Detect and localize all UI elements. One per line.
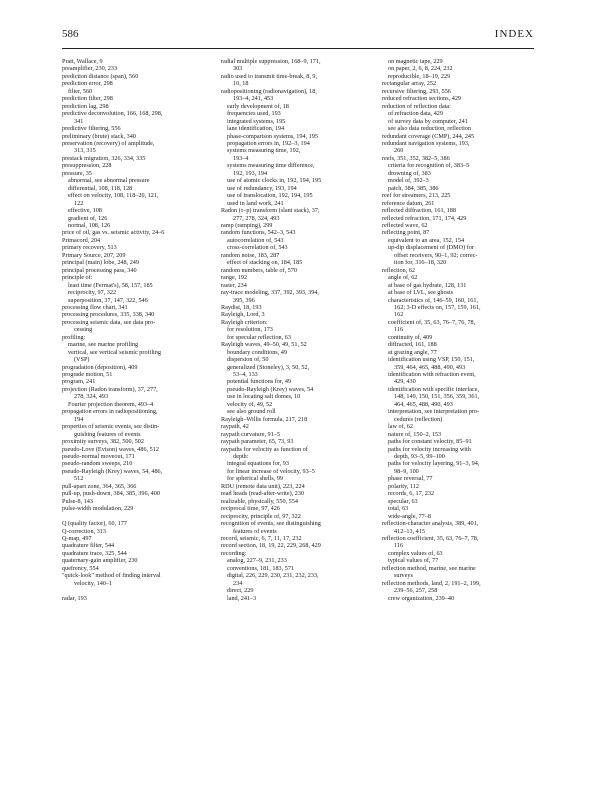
index-entry: prediction distance (span), 560 [62, 72, 139, 80]
index-entry: see also ground roll [227, 408, 276, 416]
index-entry: random numbers, table of, 570 [221, 266, 297, 274]
index-entry: 53–4, 133 [233, 371, 258, 379]
index-entry: 303 [233, 65, 243, 73]
index-entry: use in locating salt domes, 10 [227, 393, 301, 401]
index-entry: 192, 193, 194 [233, 169, 268, 177]
index-entry: 162 [394, 311, 404, 319]
index-entry: Rayleigh, Lord, 3 [221, 311, 265, 319]
index-entry: preamplifier, 230, 233 [62, 65, 118, 73]
index-entry: "quick-look" method of finding interval [62, 572, 161, 580]
index-entry: range, 192 [221, 274, 248, 282]
index-entry: marine, see marine profiling [68, 341, 139, 349]
index-entry: 116 [394, 326, 404, 334]
index-entry: paths for constant velocity, 85–91 [388, 438, 472, 446]
index-entry: pseudo-Love (Evison) waves, 486, 512 [62, 445, 159, 453]
index-entry: reflection-character analysis, 389, 401, [382, 520, 479, 528]
index-entry: integrated systems, 195 [227, 117, 286, 125]
index-entry: autocorrelation of, 543 [227, 236, 284, 244]
index-entry: Raydist, 18, 193 [221, 303, 262, 311]
index-entry: land, 241–3 [227, 594, 257, 602]
index-entry: of survey data by computer, 241 [388, 117, 468, 125]
index-entry: law of, 62 [388, 423, 413, 431]
index-entry: prestack migration, 326, 334, 335 [62, 154, 146, 162]
index-entry: 359, 464, 465, 488, 490, 493 [394, 363, 466, 371]
index-entry: paths for velocity increasing with [388, 445, 471, 453]
index-entry: criteria for recognition of, 383–5 [388, 162, 470, 170]
index-entry: lane identification, 194 [227, 125, 285, 133]
index-entry: propagation errors in, 192–3, 194 [227, 139, 310, 147]
index-entry: identification with refraction event, [388, 371, 476, 379]
index-entry: reproducible, 18–19, 229 [388, 72, 451, 80]
index-entry: analog, 227–9, 231, 233 [227, 557, 287, 565]
index-entry: 277, 278, 324, 493 [233, 214, 280, 222]
index-entry: effect on velocity, 108, 118–20, 121, [68, 192, 159, 200]
index-entry: 278, 324, 493 [74, 393, 109, 401]
index-entry: direct, 229 [227, 587, 254, 595]
index-entry: polarity, 112 [388, 482, 419, 490]
index-entry: cross-correlation of, 543 [227, 244, 288, 252]
index-entry: features of events [233, 527, 277, 535]
index-entry: 412–13, 415 [394, 527, 425, 535]
index-entry: effective, 108 [68, 207, 102, 215]
index-entry: 512 [74, 475, 84, 483]
index-entry: redundant coverage (CMP), 244, 245 [382, 132, 475, 140]
index-entry: Pratt, Wallace, 9 [62, 58, 103, 65]
index-entry: records, 6, 17, 232 [388, 490, 435, 498]
index-entry: 194 [74, 415, 84, 423]
index-entry: raypath curvature, 91–5 [221, 430, 280, 438]
index-entry: surveys [394, 572, 413, 580]
index-entry: ramp (ramping), 299 [221, 221, 273, 229]
index-entry: Primacord, 204 [62, 236, 101, 244]
index-entry: recursive filtering, 293, 556 [382, 87, 451, 95]
index-entry: 313, 315 [74, 147, 96, 155]
index-entry: 98–9, 100 [394, 467, 419, 475]
index-column-2 [221, 58, 373, 602]
index-entry: for resolution, 173 [227, 326, 273, 334]
running-head: INDEX [494, 28, 534, 40]
index-entry: Rayleigh criterion: [221, 318, 268, 326]
index-entry: Fourier projection theorem, 493–4 [68, 400, 154, 408]
index-entry: guishing features of events [74, 430, 141, 438]
index-entry: profiling: [62, 333, 86, 341]
index-entry: differential, 108, 118, 128 [68, 184, 133, 192]
index-entry: 148, 149, 150, 151, 356, 359, 361, [394, 393, 480, 401]
index-entry: projection (Radon transform), 37, 277, [62, 385, 158, 393]
index-entry: for spherical shells, 99 [227, 475, 284, 483]
index-entry: reference datum, 261 [382, 199, 435, 207]
index-entry: identification using VSP, 150, 151, [388, 356, 475, 364]
index-entry: abnormal, see abnormal pressure [68, 177, 150, 185]
index-entry: recognition of events, see distinguishing [221, 520, 321, 528]
index-entry: presuppression, 228 [62, 162, 112, 170]
index-entry: reduction of reflection data: [382, 102, 451, 110]
index-gap [62, 513, 214, 520]
index-entry: at base of gas hydrate, 128, 131 [388, 281, 467, 289]
index-entry: characteristics of, 146–59, 160, 161, [388, 296, 479, 304]
index-entry: reflection, 62 [382, 266, 415, 274]
index-column-3 [382, 58, 542, 602]
index-entry: RDU (remote data unit), 223, 224 [221, 482, 305, 490]
index-entry: predictive deconvolution, 166, 168, 298, [62, 110, 163, 118]
index-entry: pulse-width modulation, 229 [62, 505, 134, 513]
index-entry: identification with specific interface, [388, 385, 480, 393]
header-rule [62, 48, 534, 49]
index-entry: least time (Fermat's), 58, 157, 185 [68, 281, 153, 289]
index-entry: preservation (recovery) of amplitude, [62, 139, 155, 147]
index-entry: reflection coefficient, 35, 63, 76–7, 78, [382, 535, 479, 542]
index-entry: equivalent to an area, 152, 154 [388, 236, 465, 244]
index-entry: recording: [221, 549, 247, 557]
index-entry: conventions, 181, 183, 571 [227, 564, 295, 572]
index-entry: generalized (Stoneley), 3, 50, 52, [227, 363, 310, 371]
index-entry: raypath, 42 [221, 423, 249, 431]
page-header [62, 28, 534, 44]
index-entry: paths for velocity layering, 91–3, 94, [388, 460, 480, 468]
index-entry: 10, 18 [233, 80, 249, 88]
index-entry: radio used to transmit time-break, 8, 9, [221, 72, 318, 80]
index-entry: drowning of, 383 [388, 169, 431, 177]
index-entry: angle of, 62 [388, 274, 418, 282]
index-entry: Pulse-8, 143 [62, 497, 93, 505]
index-entry: pseudo-normal moveout, 171 [62, 453, 135, 461]
index-entry: ray-trace modeling, 337, 392, 393, 394, [221, 289, 319, 297]
index-entry: up-dip displacement of (DMO) for [388, 244, 474, 252]
index-entry: radial multiple suppression, 168–9, 171, [221, 58, 321, 65]
index-entry: 234 [233, 579, 243, 587]
index-entry: 116 [394, 542, 404, 550]
index-entry: coefficient of, 35, 63, 76–7, 76, 78, [388, 318, 476, 326]
index-entry: reciprocity, principle of, 97, 322 [221, 512, 301, 520]
index-entry: quadrature filter, 544 [62, 542, 115, 550]
index-entry: reefs, 351, 352, 382–5, 386 [382, 154, 450, 162]
index-entry: Q-correction, 313 [62, 527, 106, 535]
index-entry: propagation errors in radiopositioning, [62, 408, 158, 416]
index-entry: 193–4 [233, 154, 249, 162]
index-entry: reduced refraction sections, 429 [382, 95, 462, 103]
index-entry: of refraction data, 429 [388, 110, 443, 118]
index-entry: velocity, 140–1 [74, 579, 113, 587]
index-entry: record, seismic, 6, 7, 11, 17, 232 [221, 535, 302, 542]
index-entry: integral equations for, 93 [227, 460, 289, 468]
index-entry: properties of seismic events, see distin- [62, 423, 160, 431]
index-entry: reflected wave, 62 [382, 221, 428, 229]
index-entry: raster, 234 [221, 281, 247, 289]
index-entry: use of translocation, 192, 194, 195 [227, 192, 313, 200]
index-entry: phase-comparison systems, 194, 195 [227, 132, 318, 140]
index-entry: filter, 560 [68, 87, 93, 95]
index-entry: random functions, 542–3, 543 [221, 229, 296, 237]
index-entry: Q (quality factor), 60, 177 [62, 520, 127, 528]
index-entry: pseudo-random sweeps, 210 [62, 460, 133, 468]
index-entry: redundant navigation systems, 193, [382, 139, 470, 147]
index-entry: use of atomic clocks in, 192, 194, 195 [227, 177, 322, 185]
index-entry: reflected diffraction, 161, 188 [382, 207, 456, 215]
index-entry: potential functions for, 49 [227, 378, 292, 386]
index-entry: used in land work, 241 [227, 199, 284, 207]
index-entry: frequencies used, 193 [227, 110, 281, 118]
index-entry: processing seismic data, see data pro- [62, 318, 156, 326]
index-entry: patch, 384, 385, 386 [388, 184, 439, 192]
index-entry: nature of, 150–2, 153 [388, 430, 442, 438]
index-entry: phase reversal, 77 [388, 475, 433, 483]
index-entry: systems measuring time difference, [227, 162, 315, 170]
index-entry: predictive filtering, 556 [62, 125, 121, 133]
index-entry: total, 63 [388, 505, 409, 513]
index-entry: reflection methods, land, 2, 191–2, 199, [382, 579, 481, 587]
index-entry: 193–4, 241, 453 [233, 95, 274, 103]
index-entry: Q-map, 497 [62, 534, 92, 542]
index-entry: velocity of, 49, 52 [227, 400, 273, 408]
index-entry: quadrature trace, 325, 544 [62, 549, 127, 557]
index-entry: Rayleigh waves, 49–50, 49, 51, 52 [221, 341, 307, 349]
index-entry: systems measuring time, 192, [227, 147, 301, 155]
index-entry: on paper, 2, 6, 8, 224, 232 [388, 65, 453, 73]
index-entry: Rayleigh–Willis formula, 217, 218 [221, 415, 308, 423]
index-entry: primary recovery, 513 [62, 244, 117, 252]
index-entry: complex values of, 63 [388, 549, 443, 557]
index-entry: realizable, physically, 550, 554 [221, 497, 298, 505]
index-entry: price of oil, gas vs. seismic activity, 24–6 [62, 229, 165, 237]
index-entry: raypath parameter, 65, 73, 93 [221, 438, 294, 446]
index-entry: normal, 108, 126 [68, 221, 111, 229]
index-entry: reciprocity, 97, 322 [68, 289, 117, 297]
index-entry: model of, 392–3 [388, 177, 429, 185]
index-entry: pull-apart zone, 364, 365, 366 [62, 482, 137, 490]
index-entry: cedures (reflection) [394, 415, 443, 423]
index-entry: 239–56, 257, 258 [394, 587, 438, 595]
index-entry: specular, 63 [388, 497, 418, 505]
index-entry: typical values of, 77 [388, 557, 439, 565]
index-entry: radiopositioning (radionavigation), 18, [221, 87, 317, 95]
index-entry: pseudo-Rayleigh (Krey) waves, 54, 486, [62, 467, 163, 475]
index-entry: pull-up, push-down, 384, 385, 396, 400 [62, 490, 160, 498]
index-entry: quaternary-gain amplifier, 230 [62, 557, 138, 565]
index-entry: 122 [74, 199, 84, 207]
index-entry: pressure, 35 [62, 169, 92, 177]
index-entry: progradation (deposition), 409 [62, 363, 138, 371]
index-entry: processing procedures, 335, 338, 340 [62, 311, 155, 319]
index-entry: (VSP) [74, 356, 90, 364]
index-entry: digital, 226, 229, 230, 231, 232, 233, [227, 572, 319, 580]
index-gap [62, 587, 214, 594]
index-entry: preliminary (brute) stack, 340 [62, 132, 136, 140]
index-entry: interpretation, see interpretation pro- [388, 408, 480, 416]
index-entry: prograde motion, 51 [62, 371, 113, 379]
index-entry: Radon (τ–p) transform (slant stack), 37, [221, 207, 320, 215]
index-entry: cessing [74, 326, 93, 334]
index-entry: crew organization, 239–40 [388, 594, 455, 602]
index-entry: gradient of, 126 [68, 214, 108, 222]
index-entry: quefrency, 554 [62, 564, 99, 572]
index-columns [62, 58, 542, 788]
index-entry: reflection method, marine, see marine [382, 564, 476, 572]
index-entry: reef for streamers, 213, 225 [382, 192, 451, 200]
index-entry: prediction lag, 298 [62, 102, 109, 110]
index-entry: wide-angle, 77–8 [388, 512, 431, 520]
index-entry: depth: [233, 453, 249, 461]
index-entry: raypaths for velocity as function of [221, 445, 308, 453]
index-entry: prediction error, 298 [62, 80, 113, 88]
index-entry: 395, 396 [233, 296, 255, 304]
index-entry: for specular reflection, 63 [227, 333, 291, 341]
index-entry: effect of stacking on, 184, 185 [227, 259, 303, 267]
index-entry: early development of, 18 [227, 102, 289, 110]
index-entry: offset receivers, 90–1, 92; correc- [394, 251, 478, 259]
index-entry: record section, 18, 19, 22, 229, 268, 429 [221, 542, 321, 550]
index-entry: Primary Source, 207, 209 [62, 251, 126, 259]
index-entry: reciprocal time, 97, 426 [221, 505, 280, 513]
index-entry: prediction filter, 298 [62, 95, 113, 103]
index-entry: 162; 3-D effects on, 157, 159, 161, [394, 303, 481, 311]
index-entry: radar, 193 [62, 594, 87, 602]
index-entry: see also data reduction, reflection [388, 125, 471, 133]
index-entry: superposition, 37, 147, 322, 546 [68, 296, 148, 304]
index-entry: vertical, see vertical seismic profiling [68, 348, 161, 356]
index-entry: at grazing angle, 77 [388, 348, 437, 356]
index-entry: program, 241 [62, 378, 96, 386]
index-entry: on magnetic tape, 229 [388, 58, 443, 65]
index-entry: diffracted, 161, 188 [388, 341, 437, 349]
index-entry: principle of: [62, 274, 93, 282]
index-entry: 260 [394, 147, 404, 155]
index-entry: processing flow chart, 341 [62, 303, 128, 311]
index-entry: 341 [74, 117, 84, 125]
index-entry: principal processing pass, 340 [62, 266, 137, 274]
index-entry: 429, 430 [394, 378, 416, 386]
index-entry: for linear increase of velocity, 93–5 [227, 467, 315, 475]
index-entry: rectangular array, 252 [382, 80, 437, 88]
index-entry: at base of LVL, see ghosts [388, 289, 454, 297]
index-entry: reflected refraction, 171, 174, 429 [382, 214, 467, 222]
index-entry: principal (main) lobe, 248, 249 [62, 259, 139, 267]
index-column-1 [62, 58, 214, 602]
index-entry: proximity surveys, 382, 500, 502 [62, 438, 144, 446]
index-entry: use of redundancy, 193, 194 [227, 184, 297, 192]
index-entry: depth, 93–5, 99–100 [394, 453, 445, 461]
index-entry: read heads (read-after-write), 230 [221, 490, 305, 498]
index-entry: continuity of, 409 [388, 333, 433, 341]
index-entry: reflecting point, 87 [382, 229, 430, 237]
index-entry: dispersion of, 50 [227, 356, 269, 364]
index-entry: pseudo-Rayleigh (Krey) waves, 54 [227, 385, 314, 393]
index-entry: boundary conditions, 49 [227, 348, 287, 356]
index-entry: tion for, 316–18, 320 [394, 259, 447, 267]
page-number: 586 [62, 28, 79, 40]
index-entry: random noise, 183, 287 [221, 251, 280, 259]
index-entry: 464, 465, 488, 490, 493 [394, 400, 453, 408]
